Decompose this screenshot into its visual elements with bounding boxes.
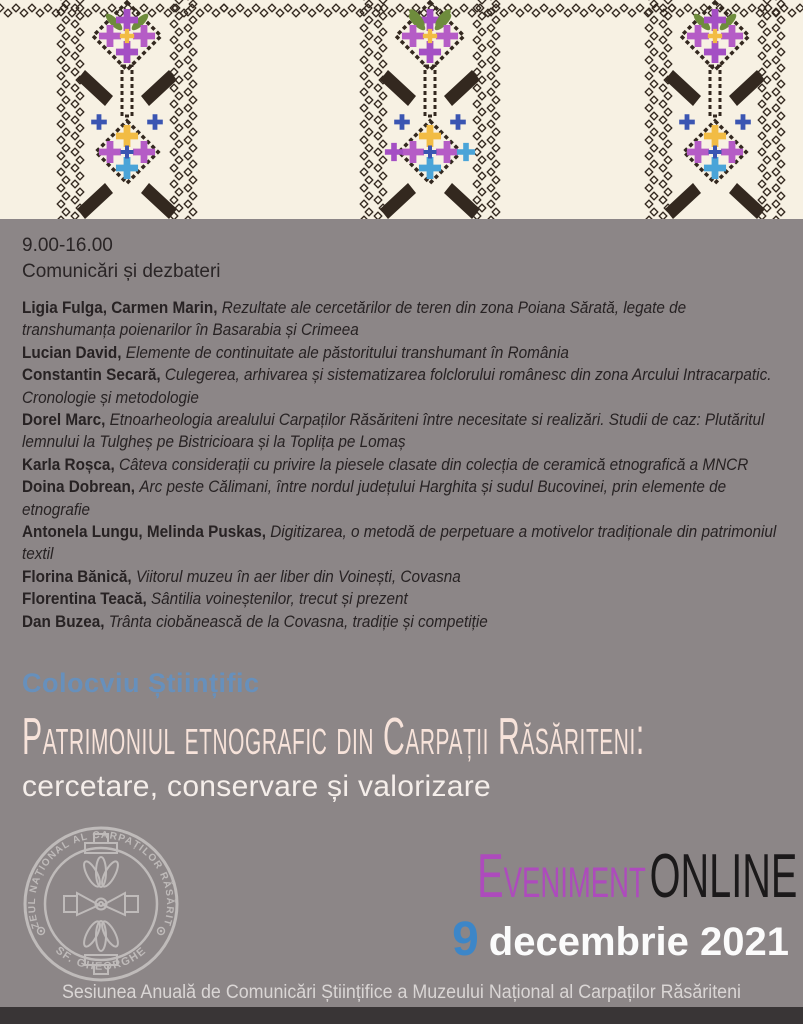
program-entry xyxy=(22,566,783,588)
speaker-names: Karla Roșca, xyxy=(22,454,115,474)
event-date-row xyxy=(452,912,789,967)
paper-title: Elemente de continuitate ale păstoritului transhumant în România xyxy=(125,342,569,362)
colocviu-kicker: Colocviu Științific xyxy=(22,668,260,698)
paper-title: Rezultate ale cercetărilor de teren din zona Poiana Sărată, legate de transhumanța poienarilor în Basarabia și Crimeea xyxy=(22,298,687,340)
speaker-names: Florentina Teacă, xyxy=(22,589,147,609)
paper-title: Sântilia voineștenilor, trecut și prezent xyxy=(150,589,408,609)
event-title-text: Patrimoniul etnografic din Carpații Răsăriteni: xyxy=(22,708,645,766)
program-entry xyxy=(22,588,783,610)
program-entry xyxy=(22,611,783,633)
speaker-names: Constantin Secară, xyxy=(22,365,161,385)
program-entry xyxy=(22,521,783,566)
paper-title: Culegerea, arhivarea și sistematizarea folclorului românesc din zona Arcului Intracarpatic. Cronologie și metodologie xyxy=(22,365,772,407)
event-subtitle: cercetare, conservare și valorizare xyxy=(22,770,492,803)
schedule-subtitle: Comunicări și dezbateri xyxy=(22,261,221,282)
event-date-rest: decembrie 2021 xyxy=(488,920,789,964)
paper-title: Etnoarheologia arealului Carpaților Răsăriteni între necesitate si realizări. Studii de caz: Plutăritul lemnului la Tulgheș pe Bistricioara și la Toplița pe Lomaș xyxy=(22,410,765,452)
logo-ring-text-top: MUZEUL NAȚIONAL AL CARPAȚILOR RĂSĂRITENI xyxy=(26,829,176,931)
bottom-bar xyxy=(0,1007,803,1024)
event-type-row xyxy=(297,842,797,911)
speaker-names: Doina Dobrean, xyxy=(22,477,136,497)
event-type-label: Eveniment xyxy=(476,842,646,911)
paper-title: Digitizarea, o metodă de perpetuare a motivelor tradiționale din patrimoniul textil xyxy=(22,522,777,564)
schedule-hours: 9.00-16.00 xyxy=(22,235,113,256)
event-date-day: 9 xyxy=(452,913,479,966)
footer-caption: Sesiunea Anuală de Comunicări Științifice a Muzeului Național al Carpaților Răsăriteni xyxy=(61,982,742,1003)
program-entry xyxy=(22,297,783,342)
schedule-block xyxy=(22,233,221,285)
embroidery-banner-image xyxy=(0,0,803,219)
speaker-names: Dorel Marc, xyxy=(22,410,106,430)
museum-seal-logo xyxy=(22,825,180,983)
program-entry xyxy=(22,342,783,364)
program-entry xyxy=(22,364,783,409)
speaker-names: Florina Bănică, xyxy=(22,566,132,586)
event-title xyxy=(22,708,803,766)
event-online-label: ONLINE xyxy=(649,842,797,911)
speaker-names: Dan Buzea, xyxy=(22,611,105,631)
speaker-names: Ligia Fulga, Carmen Marin, xyxy=(22,298,218,317)
program-entry xyxy=(22,476,783,521)
paper-title: Arc peste Călimani, între nordul județului Harghita și sudul Bucovinei, prin elemente de etnografie xyxy=(22,477,727,519)
program-list xyxy=(22,297,783,633)
paper-title: Trânta ciobănească de la Covasna, tradiție și competiție xyxy=(108,611,488,631)
speaker-names: Antonela Lungu, Melinda Puskas, xyxy=(22,522,266,542)
program-entry xyxy=(22,409,783,454)
paper-title: Viitorul muzeu în aer liber din Voinești, Covasna xyxy=(135,566,461,586)
program-entry xyxy=(22,454,783,476)
paper-title: Câteva considerații cu privire la piesele clasate din colecția de ceramică etnografică a MNCR xyxy=(118,454,749,474)
speaker-names: Lucian David, xyxy=(22,342,122,362)
logo-ring-text-bottom: SF. GHEORGHE xyxy=(53,944,149,973)
